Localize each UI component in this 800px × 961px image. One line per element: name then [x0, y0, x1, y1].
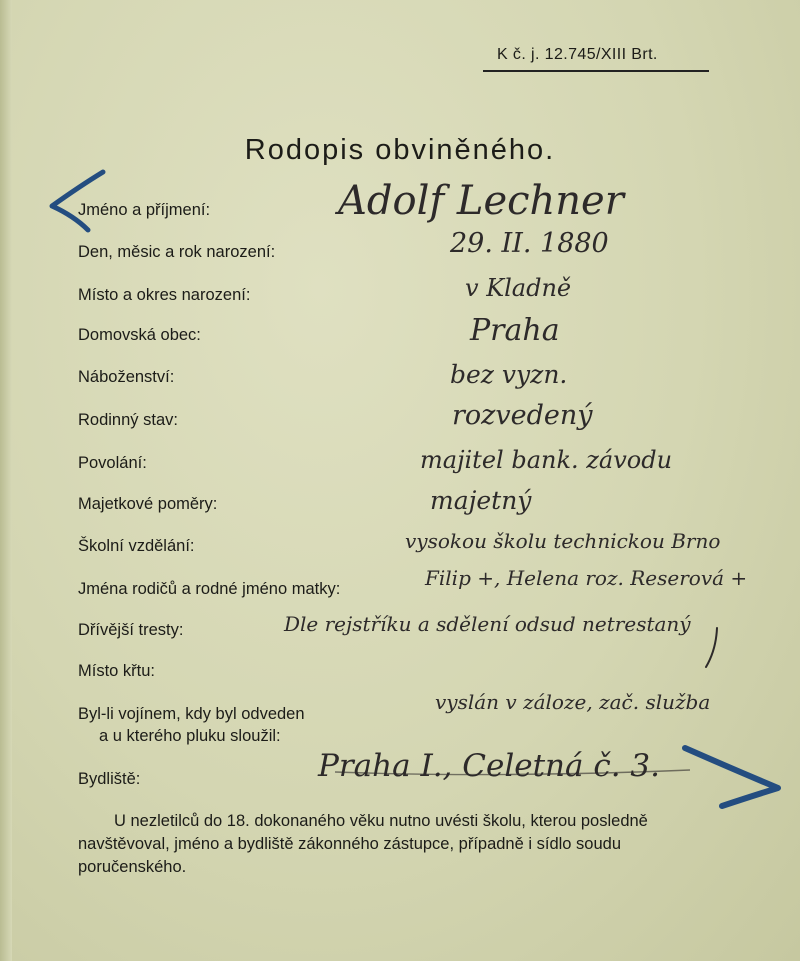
value-birth-date: 29. II. 1880 — [450, 228, 609, 259]
value-residence: Praha I., Celetná č. 3. — [318, 748, 660, 784]
label-marital-status: Rodinný stav: — [78, 411, 178, 429]
label-occupation: Povolání: — [78, 454, 147, 472]
label-baptism-place: Místo křtu: — [78, 662, 156, 680]
value-education: vysokou školu technickou Brno — [405, 529, 721, 553]
document-title: Rodopis obviněného. — [244, 134, 556, 166]
value-prior-convictions: Dle rejstříku a sdělení odsud netrestaný — [284, 612, 691, 636]
value-birth-place: v Kladně — [465, 274, 572, 302]
label-religion: Náboženství: — [78, 368, 175, 386]
label-military-1: Byl-li vojínem, kdy byl odveden — [78, 705, 305, 723]
label-property: Majetkové poměry: — [78, 495, 218, 513]
label-military-2: a u kterého pluku sloužil: — [99, 727, 281, 745]
label-education: Školní vzdělání: — [78, 537, 195, 555]
reference-number: K č. j. 12.745/XIII Brt. — [497, 46, 658, 63]
handwritten-underline-mark — [335, 770, 690, 775]
value-name: Adolf Lechner — [338, 178, 624, 224]
label-residence: Bydliště: — [78, 770, 141, 788]
value-occupation: majitel bank. závodu — [420, 446, 673, 474]
label-home-municipality: Domovská obec: — [78, 326, 201, 344]
value-military: vyslán v záloze, zač. služba — [435, 690, 711, 714]
blue-bracket-right-mark — [685, 748, 778, 806]
label-birth-place: Místo a okres narození: — [78, 286, 251, 304]
label-birth-date: Den, měsic a rok narození: — [78, 243, 276, 261]
blue-bracket-left-mark — [52, 172, 103, 230]
label-parents: Jména rodičů a rodné jméno matky: — [78, 580, 341, 598]
value-religion: bez vyzn. — [450, 360, 568, 389]
value-parents: Filip +, Helena roz. Reserová + — [425, 566, 748, 590]
label-name: Jméno a příjmení: — [78, 201, 211, 219]
footnote-text: U nezletilců do 18. dokonaného věku nutno uvésti školu, kterou posledně navštěvoval, jméno a bydliště zákonného zástupce, případně i sídlo soudu poručenského. — [78, 812, 648, 876]
value-marital-status: rozvedený — [452, 400, 593, 431]
value-property: majetný — [430, 486, 532, 515]
label-prior-convictions: Dřívější tresty: — [78, 621, 184, 639]
value-home-municipality: Praha — [470, 313, 560, 348]
handwritten-stroke-mark — [706, 628, 717, 667]
